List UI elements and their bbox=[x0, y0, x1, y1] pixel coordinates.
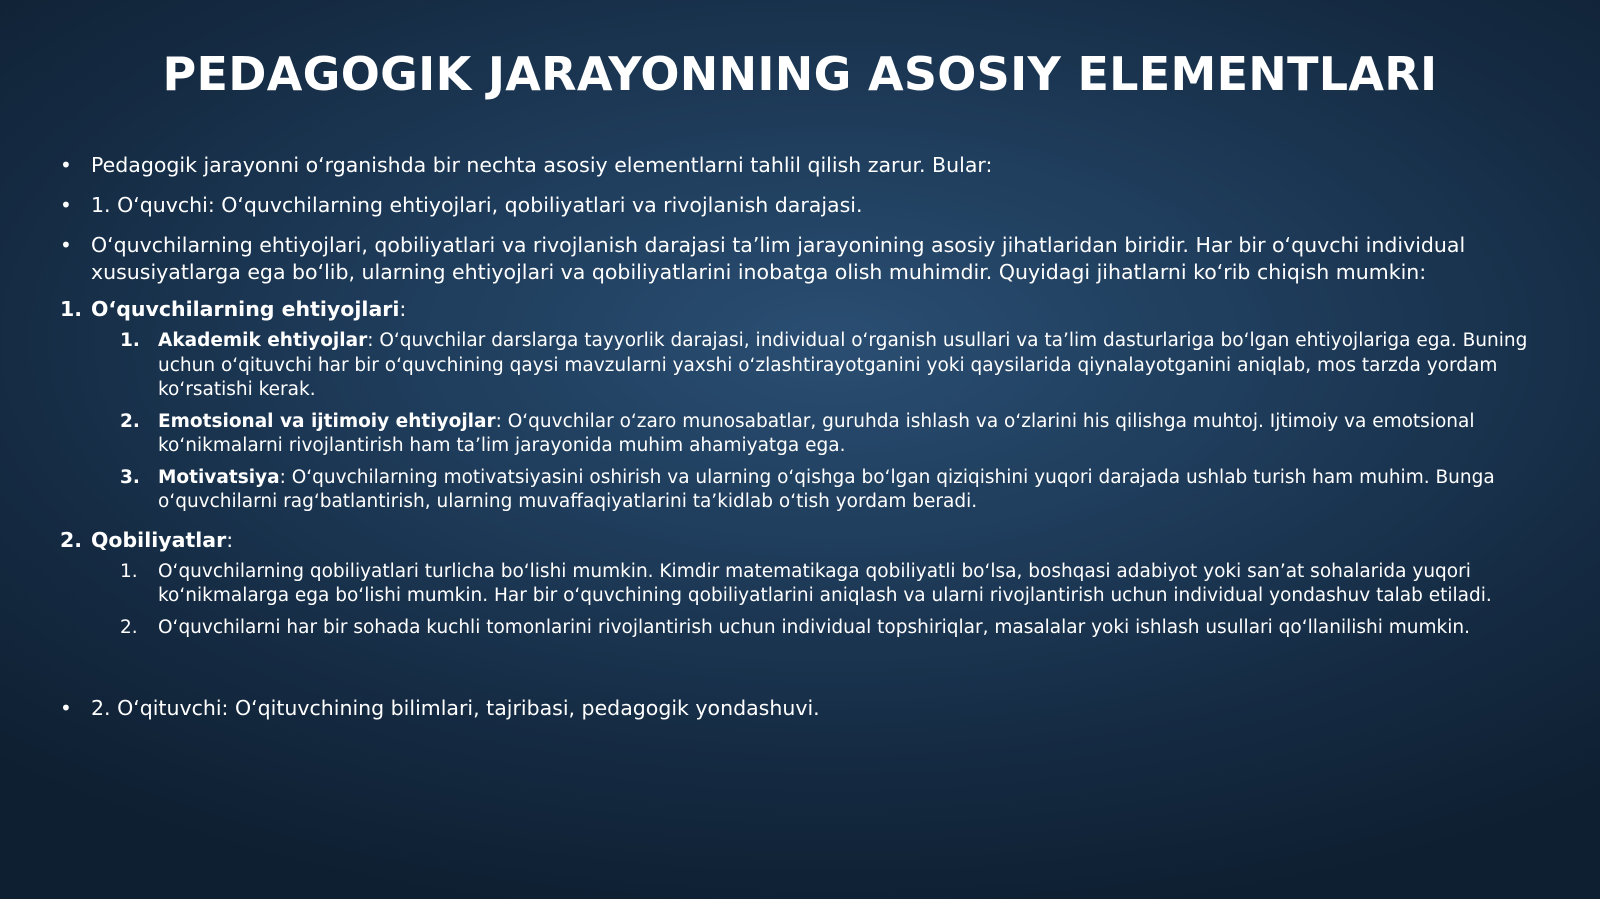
slide-title: PEDAGOGIK JARAYONNING ASOSIY ELEMENTLARI bbox=[162, 47, 1438, 101]
bullet-item bbox=[60, 192, 1550, 219]
bullet-icon: • bbox=[60, 193, 72, 217]
sub-item bbox=[60, 329, 1550, 403]
bullet-icon: • bbox=[60, 153, 72, 177]
bullet-item bbox=[60, 152, 1550, 179]
bullet-icon: • bbox=[60, 233, 72, 257]
bullet-text: O‘quvchilarning ehtiyojlari, qobiliyatlari va rivojlanish darajasi ta’lim jarayonining asosiy jihatlaridan biridir. Har bir o‘quvchi individual xususiyatlarga ega bo‘lib, ularning ehtiyojlari va qobiliyatlarini inobatga olish muhimdir. Quyidagi jihatlarni ko‘rib chiqish mumkin: bbox=[91, 233, 1466, 284]
sub-item bbox=[60, 616, 1550, 641]
slide-body bbox=[60, 152, 1550, 735]
sub-item-text: O‘quvchilarning qobiliyatlari turlicha bo‘lishi mumkin. Kimdir matematikaga qobiliyatli bo‘lsa, boshqasi adabiyot yoki san’at sohalarida yuqori ko‘nikmalarga ega bo‘lishi mumkin. Har bir o‘quvchining qobiliyatlarini aniqlash va ularni rivojlantirish uchun individual yondashuv talab etiladi. bbox=[158, 560, 1492, 606]
section-marker: 1. bbox=[60, 297, 83, 321]
sub-item bbox=[60, 560, 1550, 609]
sub-item-text: : O‘quvchilarning motivatsiyasini oshirish va ularning o‘qishga bo‘lgan qiziqishini yuqori darajada ushlab turish ham muhim. Bunga o‘quvchilarni rag‘batlantirish, ularning muvaffaqiyatlarini ta’kidlab o‘tish yordam beradi. bbox=[158, 466, 1495, 512]
bullet-item bbox=[60, 695, 1550, 722]
sub-item-marker: 2. bbox=[120, 410, 140, 432]
sub-item-text: : O‘quvchilar darslarga tayyorlik darajasi, individual o‘rganish usullari va ta’lim dasturlariga bo‘lgan ehtiyojlariga ega. Buning uchun o‘qituvchi har bir o‘quvchining qaysi mavzularni yaxshi o‘zlashtirayotganini yoki qaysilarida qiynalayotganini aniqlab, mos tarzda yordam ko‘rsatishi kerak. bbox=[158, 330, 1528, 400]
section-heading-text: Qobiliyatlar bbox=[91, 527, 227, 552]
sub-item bbox=[60, 466, 1550, 515]
sub-item-term: Motivatsiya bbox=[158, 466, 280, 488]
section-heading-needs bbox=[60, 296, 1550, 323]
bullet-item bbox=[60, 232, 1550, 286]
sub-item-text: : O‘quvchilar o‘zaro munosabatlar, guruhda ishlash va o‘zlarini his qilishga muhtoj. Ijtimoiy va emotsional ko‘nikmalarni rivojlantirish ham ta’lim jarayonida muhim ahamiyatga ega. bbox=[158, 410, 1475, 456]
bullet-text: 2. O‘qituvchi: O‘qituvchining bilimlari, tajribasi, pedagogik yondashuvi. bbox=[91, 696, 820, 720]
sub-item-marker: 1. bbox=[120, 330, 140, 351]
section-heading-text: O‘quvchilarning ehtiyojlari bbox=[91, 297, 400, 321]
sub-item bbox=[60, 410, 1550, 459]
sub-item-term: Emotsional va ijtimoiy ehtiyojlar bbox=[158, 410, 496, 432]
sub-item-marker: 1. bbox=[120, 560, 138, 582]
sub-item-marker: 2. bbox=[120, 616, 138, 638]
sub-item-text: O‘quvchilarni har bir sohada kuchli tomonlarini rivojlantirish uchun individual topshiriqlar, masalalar yoki ishlash usullari qo‘llanilishi mumkin. bbox=[158, 616, 1470, 638]
sub-item-term: Akademik ehtiyojlar bbox=[158, 330, 368, 351]
sub-item-marker: 3. bbox=[120, 466, 140, 488]
section-marker: 2. bbox=[60, 527, 83, 552]
section-heading-abilities bbox=[60, 527, 1550, 554]
section-heading-suffix: : bbox=[226, 527, 234, 552]
bullet-icon: • bbox=[60, 696, 72, 720]
spacer bbox=[60, 647, 1550, 695]
bullet-text: 1. O‘quvchi: O‘quvchilarning ehtiyojlari, qobiliyatlari va rivojlanish darajasi. bbox=[91, 193, 863, 217]
bullet-text: Pedagogik jarayonni o‘rganishda bir nechta asosiy elementlarni tahlil qilish zarur. Bular: bbox=[91, 153, 993, 177]
section-heading-suffix: : bbox=[399, 297, 407, 321]
